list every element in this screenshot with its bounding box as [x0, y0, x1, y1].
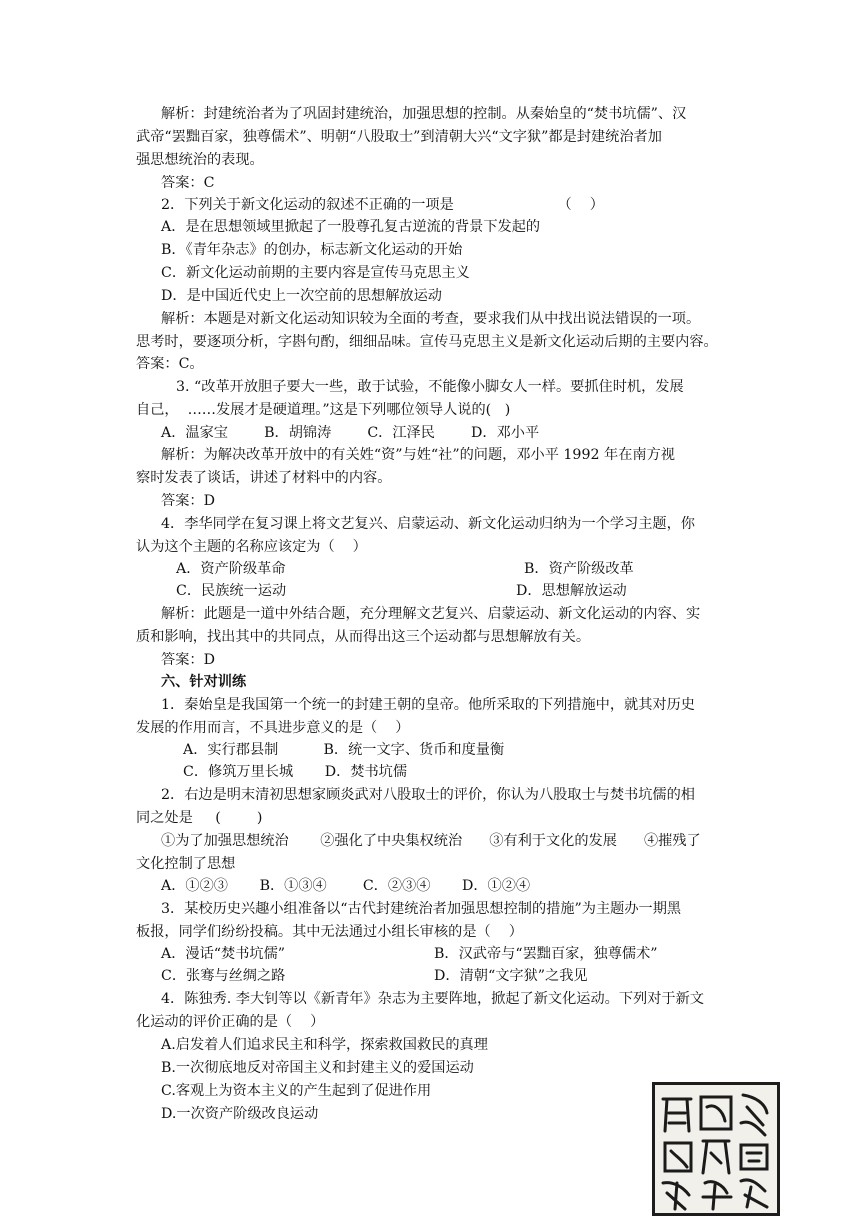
question-4: 4．陈独秀. 李大钊等以《新青年》杂志为主要阵地，掀起了新文化运动。下列对于新文	[161, 991, 704, 1007]
text-line: 解析：此题是一道中外结合题，充分理解文艺复兴、启蒙运动、新文化运动的内容、实	[161, 606, 701, 622]
text-line: 质和影响，找出其中的共同点，从而得出这三个运动都与思想解放有关。	[136, 629, 591, 645]
section-heading: 六、针对训练	[161, 674, 247, 690]
text-line: 答案：C。	[136, 356, 204, 372]
option-c: C．民族统一运动	[176, 583, 287, 599]
question-1: 1．秦始皇是我国第一个统一的封建王朝的皇帝。他所采取的下列措施中，就其对历史	[161, 697, 695, 713]
option-a: A．漫话“焚书坑儒”	[161, 946, 286, 962]
text-line: 答案：D	[161, 652, 215, 668]
question-4: 4．李华同学在复习课上将文艺复兴、启蒙运动、新文化运动归纳为一个学习主题，你	[161, 516, 695, 532]
question-2: 2．下列关于新文化运动的叙述不正确的一项是 （ ）	[161, 197, 604, 213]
text-line: 解析：本题是对新文化运动知识较为全面的考查，要求我们从中找出说法错误的一项。	[161, 311, 701, 327]
option-b: B．资产阶级改革	[524, 561, 634, 577]
text-line: 板报，同学们纷纷投稿。其中无法通过小组长审核的是（ ）	[136, 924, 523, 940]
text-line: 解析：为解决改革开放中的有关姓“资”与姓“社”的问题，邓小平 1992 年在南方视	[161, 447, 675, 463]
seal-glyphs	[655, 1085, 777, 1213]
text-line: 思考时，要逐项分析，字斟句酌，细细品味。宣传马克思主义是新文化运动后期的主要内容。	[136, 334, 718, 350]
text-line: 自己， ……发展才是硬道理。”这是下列哪位领导人说的( )	[136, 402, 511, 418]
option-b: B．《青年杂志》的创办，标志新文化运动的开始	[161, 242, 463, 258]
option-c: C．新文化运动前期的主要内容是宣传马克思主义	[161, 265, 470, 281]
options-row: A．①②③ B．①③④ C．②③④ D．①②④	[161, 878, 531, 894]
text-line: 化运动的评价正确的是（ ）	[136, 1014, 325, 1030]
seal-stamp-image	[652, 1082, 780, 1216]
text-line: 文化控制了思想	[136, 856, 236, 872]
option-d: D．清朝“文字狱”之我见	[434, 968, 588, 984]
text-line: 答案：D	[161, 493, 215, 509]
option-a: A.启发着人们追求民主和科学，探索救国救民的真理	[161, 1037, 488, 1053]
option-b: B.一次彻底地反对帝国主义和封建主义的爱国运动	[161, 1060, 474, 1076]
option-b: B．汉武帝与“罢黜百家，独尊儒术”	[434, 946, 658, 962]
text-line: 发展的作用而言，不具进步意义的是（ ）	[136, 720, 410, 736]
text-line: 强思想统治的表现。	[136, 152, 264, 168]
option-c: C.客观上为资本主义的产生起到了促进作用	[161, 1083, 432, 1099]
option-d: D．思想解放运动	[516, 583, 627, 599]
question-3: 3. “改革开放胆子要大一些，敢于试验，不能像小脚女人一样。要抓住时机，发展	[176, 379, 684, 395]
option-a: A．是在思想领域里掀起了一股尊孔复古逆流的背景下发起的	[161, 219, 541, 235]
text-line: ①为了加强思想统治 ②强化了中央集权统治 ③有利于文化的发展 ④摧残了	[161, 833, 701, 849]
options-row: C．修筑万里长城 D．焚书坑儒	[183, 764, 408, 780]
text-line: 同之处是 ( )	[136, 810, 263, 826]
text-line: 答案：C	[161, 175, 215, 191]
text-line: 认为这个主题的名称应该定为（ ）	[136, 539, 367, 555]
options-row: A．温家宝 B．胡锦涛 C．江泽民 D．邓小平	[161, 425, 540, 441]
text-line: 武帝“罢黜百家，独尊儒术”、明朝“八股取士”到清朝大兴“文字狱”都是封建统治者加	[136, 129, 662, 145]
options-row: A．实行郡县制 B．统一文字、货币和度量衡	[183, 742, 505, 758]
text-line: 解析：封建统治者为了巩固封建统治，加强思想的控制。从秦始皇的“焚书坑儒”、汉	[161, 106, 687, 122]
option-c: C．张骞与丝绸之路	[161, 968, 286, 984]
text-line: 察时发表了谈话，讲述了材料中的内容。	[136, 470, 392, 486]
question-3: 3．某校历史兴趣小组准备以“古代封建统治者加强思想控制的措施”为主题办一期黑	[161, 901, 682, 917]
question-2: 2．右边是明末清初思想家顾炎武对八股取士的评价，你认为八股取士与焚书坑儒的相	[161, 787, 695, 803]
option-a: A．资产阶级革命	[176, 561, 286, 577]
option-d: D.一次资产阶级改良运动	[161, 1106, 319, 1122]
option-d: D．是中国近代史上一次空前的思想解放运动	[161, 288, 442, 304]
